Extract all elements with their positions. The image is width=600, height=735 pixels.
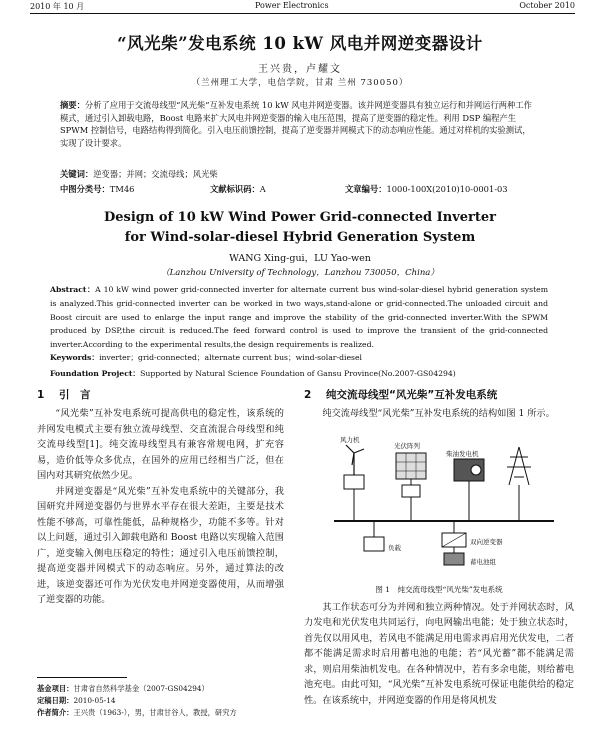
english-keywords-text: inverter；grid-connected；alternate current bus；wind-solar-diesel <box>99 353 362 362</box>
english-abstract-text: A 10 kW wind power grid-connected inverter for alternate current bus wind-solar-diesel hybrid generation system is analyzed.This grid-connected inverter can be worked in two ways,stand-alone or grid-connected.The unloaded circuit and Boost circuit are used to enlarge the input range and improve the stability of the grid-connected inverter.With the SPWM produced by DSP,the circuit is reduced.The feed forward control is used to improve the transient of the grid-connected inverter.According to the experimental results,the design requirements is realized. <box>50 285 548 350</box>
chinese-authors: 王兴贵，卢耀文 <box>258 64 342 75</box>
pv-array-icon <box>396 453 426 521</box>
class-number: 中图分类号：TM46 <box>60 184 135 194</box>
load-icon <box>364 521 384 551</box>
running-header <box>30 0 575 13</box>
wind-turbine-icon <box>344 445 364 521</box>
section-1-heading <box>37 388 284 404</box>
section-2-heading <box>304 388 574 404</box>
foundation-label: Foundation Project： <box>50 369 141 378</box>
footnote-date: 定稿日期：2010-05-14 <box>37 696 116 705</box>
chinese-abstract-label: 摘要： <box>60 100 85 110</box>
english-abstract-label: Abstract： <box>50 285 96 294</box>
chinese-abstract-text: 分析了应用于交流母线型“风光柴”互补发电系统 10 kW 风电并网逆变器。该并网逆变器具有独立运行和并网运行两种工作模式，通过引入卸载电路，Boost 电路来扩大风电并网逆变器的输入电压范围，提高了逆变器的稳定性。利用 DSP 编程产生 SPWM 控制信号，电路结构得到简化。引入电压前馈控制，提高了逆变器并网模式下的动态响应性能。通过对样机的实验测试，实现了设计要求。 <box>60 100 532 148</box>
classification-line <box>60 183 538 195</box>
figure-label-inverter: 双向逆变器 <box>470 537 503 546</box>
chinese-keywords <box>60 168 538 180</box>
chinese-keywords-text: 逆变器；并网；交流母线；风光柴 <box>93 169 218 179</box>
header-date-en: October 2010 <box>519 1 575 10</box>
grid-tower-icon <box>507 447 531 521</box>
section-2-paragraph: 其工作状态可分为并网和独立两种情况。处于并网状态时，风力发电和光伏发电共同运行，向电网输出电能；处于独立状态时，首先仅以用风电，若风电不能满足用电需求再启用光伏发电，二者都不能满足需求时启用蓄电池的电能；若“风光蓄”都不能满足需求，则启用柴油机发电。在各种情况中，若有多余电能，则给蓄电池充电。由此可知，“风光柴”互补发电系统可保证电能供给的稳定性。在该系统中，并网逆变器的作用是将风机发 <box>304 601 574 706</box>
english-keywords <box>50 352 548 363</box>
diesel-generator-icon <box>454 459 484 521</box>
document-code: 文献标识码：A <box>210 184 266 194</box>
footnote-author: 作者简介：王兴贵（1963-），男，甘肃甘谷人，教授，研究方 <box>37 708 237 717</box>
figure-label-wind: 风力机 <box>340 435 360 444</box>
english-title-line-1: Design of 10 kW Wind Power Grid-connected Inverter <box>104 210 496 225</box>
footnotes <box>37 683 287 719</box>
figure-1 <box>304 425 574 600</box>
chinese-affiliation: （兰州理工大学，电信学院，甘肃 兰州 730050） <box>191 78 409 88</box>
figure-label-battery: 蓄电池组 <box>470 557 496 566</box>
section-1-number: 1 <box>37 389 45 401</box>
section-2-title: 纯交流母线型“风光柴”互补发电系统 <box>326 389 498 401</box>
footnote-fund: 基金项目：甘肃省自然科学基金（2007-GS04294） <box>37 684 209 693</box>
section-1-paragraph: 并网逆变器是“风光柴”互补发电系统中的关键部分，我国研究并网逆变器仍与世界水平存在很大差距，主要是技术性能不够高，可靠性能低，品种规格少，功能不多等。针对以上问题，通过引入卸载电路和 Boost 电路以实现输入范围广，逆变输入侧电压稳定的特性；通过引入电压前馈控制，提高逆变器并网模式下的动态响应。另外，通过算法的改进，该逆变器还可作为光伏发电并网逆变器使用，从而增强了逆变器的功能。 <box>37 485 284 605</box>
figure-label-load: 负载 <box>388 543 401 552</box>
chinese-title: “风光柴”发电系统 10 kW 风电并网逆变器设计 <box>117 34 483 53</box>
header-journal-name: Power Electronics <box>255 1 329 10</box>
english-keywords-label: Keywords： <box>50 353 100 362</box>
left-column <box>37 388 284 608</box>
header-date-cn: 2010 年 10 月 <box>30 2 85 11</box>
article-number: 文章编号：1000-100X(2010)10-0001-03 <box>345 184 508 194</box>
inverter-battery-icon <box>442 521 466 565</box>
foundation-project <box>50 368 548 379</box>
footnote-rule <box>37 677 127 678</box>
section-1-paragraph: “风光柴”互补发电系统可提高供电的稳定性，该系统的并网发电模式主要有独立流母线型、交直流混合母线型和纯交流母线型[1]。纯交流母线型具有兼容常规电网，扩充容易，造价低等众多优点，在国外的应用已经相当广泛，但在国内对其研究依然少见。 <box>37 408 284 481</box>
section-2-intro: 纯交流母线型“风光柴”互补发电系统的结构如图 1 所示。 <box>322 408 555 419</box>
figure-1-caption: 图 1 纯交流母线型“风光柴”发电系统 <box>375 584 503 594</box>
english-authors: WANG Xing-gui，LU Yao-wen <box>229 253 371 264</box>
right-column <box>304 388 574 708</box>
english-title-line-2: for Wind-solar-diesel Hybrid Generation System <box>124 230 476 245</box>
english-affiliation: （Lanzhou University of Technology，Lanzhou 730050，China） <box>161 268 439 278</box>
foundation-text: Supported by Natural Science Foundation of Gansu Province(No.2007-GS04294) <box>140 369 456 378</box>
english-abstract <box>50 283 548 352</box>
header-rule <box>30 13 575 14</box>
chinese-abstract <box>60 99 538 149</box>
figure-label-diesel: 柴油发电机 <box>446 449 479 458</box>
chinese-keywords-label: 关键词： <box>60 169 94 179</box>
section-2-number: 2 <box>304 389 312 401</box>
section-1-title: 引 言 <box>59 389 91 401</box>
figure-label-pv: 光伏阵列 <box>394 441 420 450</box>
